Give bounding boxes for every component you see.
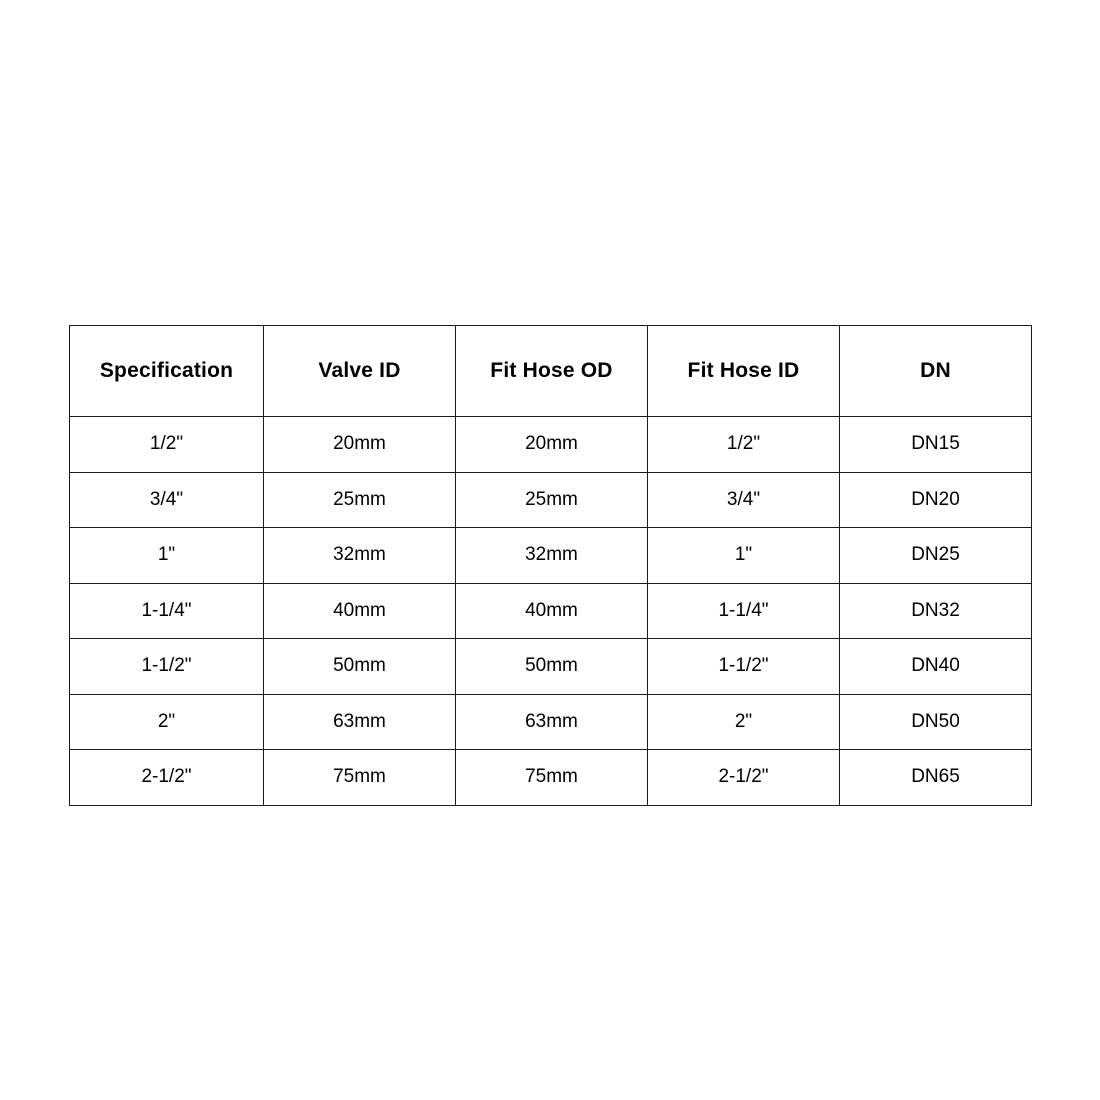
cell-specification: 1-1/4" bbox=[70, 583, 264, 639]
column-header-specification: Specification bbox=[70, 326, 264, 417]
cell-fit-hose-od: 63mm bbox=[456, 694, 648, 750]
cell-dn: DN65 bbox=[840, 750, 1032, 806]
cell-fit-hose-id: 1" bbox=[648, 528, 840, 584]
cell-dn: DN50 bbox=[840, 694, 1032, 750]
table-body bbox=[70, 417, 1032, 806]
cell-specification: 2-1/2" bbox=[70, 750, 264, 806]
table-row bbox=[70, 472, 1032, 528]
table-row bbox=[70, 528, 1032, 584]
cell-valve-id: 20mm bbox=[264, 417, 456, 473]
cell-fit-hose-od: 25mm bbox=[456, 472, 648, 528]
column-header-fit-hose-id: Fit Hose ID bbox=[648, 326, 840, 417]
cell-valve-id: 40mm bbox=[264, 583, 456, 639]
cell-specification: 1-1/2" bbox=[70, 639, 264, 695]
cell-valve-id: 32mm bbox=[264, 528, 456, 584]
cell-fit-hose-od: 40mm bbox=[456, 583, 648, 639]
cell-valve-id: 63mm bbox=[264, 694, 456, 750]
cell-fit-hose-id: 1/2" bbox=[648, 417, 840, 473]
table-header-row bbox=[70, 326, 1032, 417]
specification-table bbox=[69, 325, 1032, 806]
cell-valve-id: 50mm bbox=[264, 639, 456, 695]
cell-fit-hose-id: 1-1/2" bbox=[648, 639, 840, 695]
cell-fit-hose-id: 3/4" bbox=[648, 472, 840, 528]
cell-dn: DN40 bbox=[840, 639, 1032, 695]
cell-fit-hose-id: 2-1/2" bbox=[648, 750, 840, 806]
cell-dn: DN20 bbox=[840, 472, 1032, 528]
column-header-fit-hose-od: Fit Hose OD bbox=[456, 326, 648, 417]
table-row bbox=[70, 750, 1032, 806]
cell-specification: 1/2" bbox=[70, 417, 264, 473]
cell-fit-hose-id: 1-1/4" bbox=[648, 583, 840, 639]
column-header-dn: DN bbox=[840, 326, 1032, 417]
cell-specification: 1" bbox=[70, 528, 264, 584]
cell-specification: 2" bbox=[70, 694, 264, 750]
cell-fit-hose-od: 32mm bbox=[456, 528, 648, 584]
cell-dn: DN25 bbox=[840, 528, 1032, 584]
table-row bbox=[70, 639, 1032, 695]
cell-fit-hose-od: 20mm bbox=[456, 417, 648, 473]
cell-fit-hose-id: 2" bbox=[648, 694, 840, 750]
cell-specification: 3/4" bbox=[70, 472, 264, 528]
cell-fit-hose-od: 50mm bbox=[456, 639, 648, 695]
cell-valve-id: 75mm bbox=[264, 750, 456, 806]
cell-valve-id: 25mm bbox=[264, 472, 456, 528]
table-row bbox=[70, 417, 1032, 473]
table-row bbox=[70, 694, 1032, 750]
cell-dn: DN32 bbox=[840, 583, 1032, 639]
cell-fit-hose-od: 75mm bbox=[456, 750, 648, 806]
table-header bbox=[70, 326, 1032, 417]
table-row bbox=[70, 583, 1032, 639]
cell-dn: DN15 bbox=[840, 417, 1032, 473]
specification-table-container bbox=[69, 325, 1031, 806]
column-header-valve-id: Valve ID bbox=[264, 326, 456, 417]
